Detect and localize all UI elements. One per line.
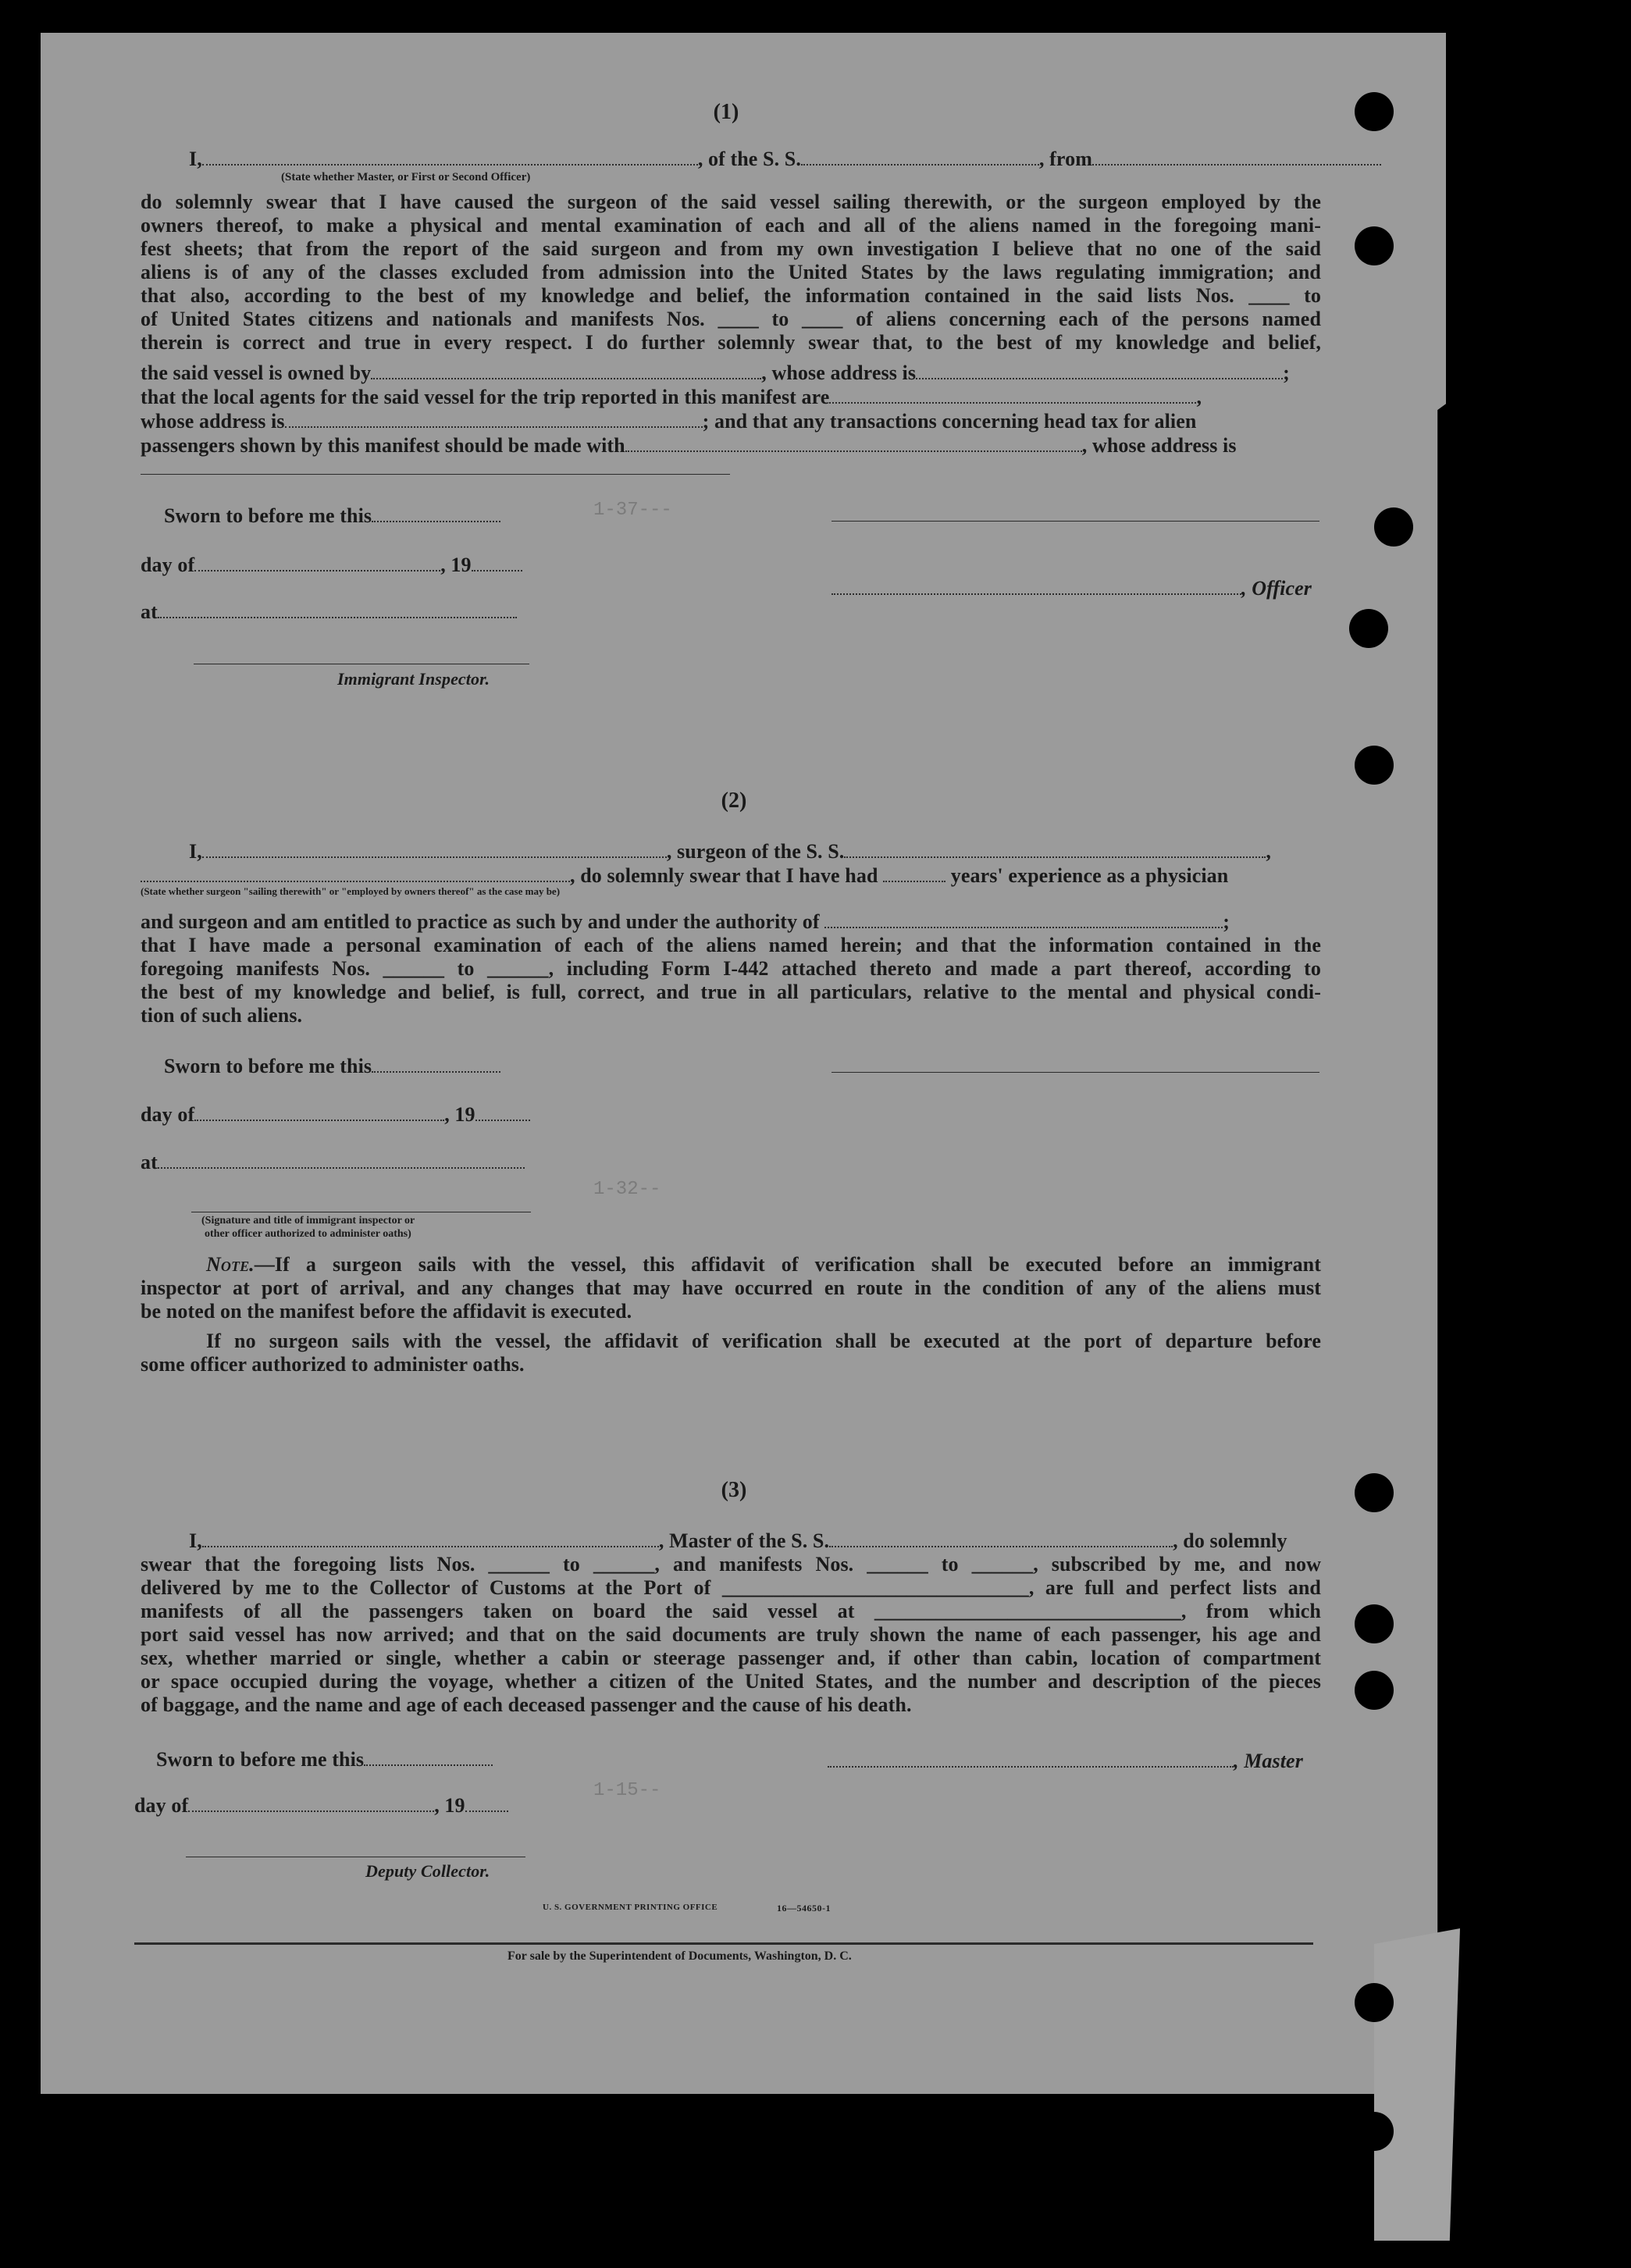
immigrant-inspector-caption: Immigrant Inspector. [337,669,490,689]
body-line: that I have made a personal examination of each of the aliens named herein; and that the information contained in the [141,934,1321,956]
officer-line: , Officer [832,576,1312,600]
blank-line [141,474,730,475]
signature-caption: (Signature and title of immigrant inspector or [201,1215,415,1227]
section-number: (3) [721,1478,747,1502]
sworn-line: Sworn to before me this [156,1747,493,1771]
master-line: , Master [828,1749,1303,1773]
footer-rule [134,1942,1313,1945]
body-line: foregoing manifests Nos. ______ to ______, including Form I-442 attached thereto and made a part thereof, according to [141,957,1321,980]
binder-hole [1355,2112,1394,2151]
section1-line1: I, , of the S. S. , from [189,147,1381,171]
body-line: or space occupied during the voyage, whether a citizen of the United States, and the number and description of the pieces [141,1670,1321,1693]
printing-office-imprint: U. S. GOVERNMENT PRINTING OFFICE [543,1903,718,1912]
note-line: Note.—If a surgeon sails with the vessel, this affidavit of verification shall be executed before an immigrant [206,1253,1321,1276]
show-through-text: 1-15-- [593,1780,661,1801]
section1-body [141,190,1321,354]
show-through-text: 1-32-- [593,1179,661,1200]
surgeon-signature-line [832,1072,1319,1073]
at-line: at [141,600,517,624]
binder-hole [1355,1671,1394,1710]
binder-hole [1355,92,1394,131]
body-line: therein is correct and true in every respect. I do further solemnly swear that, to the best of my knowledge and belief, [141,331,1321,354]
note-line: be noted on the manifest before the affidavit is executed. [141,1300,632,1323]
section2-line1: I, , surgeon of the S. S. , [189,840,1271,863]
body-line: of baggage, and the name and age of each deceased passenger and the cause of his death. [141,1693,912,1716]
passengers-shown-line: passengers shown by this manifest should be made with , whose address is [141,434,1237,457]
body-line: sex, whether married or single, whether a cabin or steerage passenger and, if other than cabin, location of compartment [141,1647,1321,1669]
binder-hole [1355,1473,1394,1512]
no-surgeon-line: If no surgeon sails with the vessel, the affidavit of verification shall be executed at the port of departure before [206,1330,1321,1352]
day-of-line: day of , 19 [141,553,522,577]
day-of-line: day of , 19 [134,1793,508,1818]
binder-hole [1355,746,1394,785]
section2-body [141,934,1321,1027]
officer-caption: (State whether Master, or First or Second Officer) [281,171,531,183]
officer-signature-line [832,521,1319,522]
body-line: the best of my knowledge and belief, is full, correct, and true in all particulars, relative to the mental and physical condi- [141,981,1321,1003]
section3-line1: I, , Master of the S. S. , do solemnly [189,1529,1287,1552]
body-line: fest sheets; that from the report of the said surgeon and from my own investigation I believe that no one of the said [141,237,1321,260]
body-line: that also, according to the best of my knowledge and belief, the information contained in the said lists Nos. ____ to [141,284,1321,307]
body-line: delivered by me to the Collector of Customs at the Port of ______________________________, are full and perfect lists and [141,1576,1321,1599]
no-surgeon-line: some officer authorized to administer oaths. [141,1353,525,1376]
body-line: do solemnly swear that I have caused the surgeon of the said vessel sailing therewith, or the surgeon employed by the [141,190,1321,213]
whose-address-line: whose address is ; and that any transactions concerning head tax for alien [141,410,1197,433]
deputy-collector-caption: Deputy Collector. [365,1861,490,1881]
body-line: owners thereof, to make a physical and mental examination of each and all of the aliens named in the foregoing mani- [141,214,1321,237]
form-number: 16—54650-1 [777,1903,831,1914]
binder-hole [1355,1604,1394,1643]
at-line: at [141,1150,525,1174]
section2-line2: , do solemnly swear that I have had years' experience as a physician [141,863,1228,888]
body-line: tion of such aliens. [141,1004,303,1027]
page-corner-fold [1374,1928,1460,2241]
sworn-line: Sworn to before me this [164,1054,500,1078]
day-of-line: day of , 19 [141,1102,530,1127]
body-line: swear that the foregoing lists Nos. ______ to ______, and manifests Nos. ______ to ______, subscribed by me, and now [141,1553,1321,1575]
signature-caption: other officer authorized to administer oaths) [205,1228,411,1240]
binder-hole [1374,507,1413,547]
authority-line: and surgeon and am entitled to practice as such by and under the authority of ; [141,910,1230,933]
note-line: inspector at port of arrival, and any changes that may have occurred en route in the condition of any of the aliens must [141,1276,1321,1299]
owned-by-line: the said vessel is owned by , whose address is ; [141,361,1290,384]
body-line: port said vessel has now arrived; and that on the said documents are truly shown the name of each passenger, his age and [141,1623,1321,1646]
section-number: (1) [713,100,739,124]
body-line: of United States citizens and nationals and manifests Nos. ____ to ____ of aliens concerning each of the persons named [141,308,1321,330]
section-number: (2) [721,789,747,813]
sworn-line: Sworn to before me this [164,504,500,528]
show-through-text: 1-37--- [593,500,672,521]
local-agents-line: that the local agents for the said vessel for the trip reported in this manifest are , [141,386,1202,408]
binder-hole [1349,609,1388,648]
body-line: manifests of all the passengers taken on board the said vessel at ______________________________, from which [141,1600,1321,1622]
binder-hole [1355,226,1394,265]
note-block [141,1253,1321,1376]
for-sale-imprint: For sale by the Superintendent of Documents, Washington, D. C. [507,1949,852,1963]
surgeon-caption: (State whether surgeon "sailing therewith" or "employed by owners thereof" as the case may be) [141,885,561,897]
body-line: aliens is of any of the classes excluded from admission into the United States by the laws regulating immigration; and [141,261,1321,283]
binder-hole [1355,1983,1394,2022]
section3-body [141,1553,1321,1717]
